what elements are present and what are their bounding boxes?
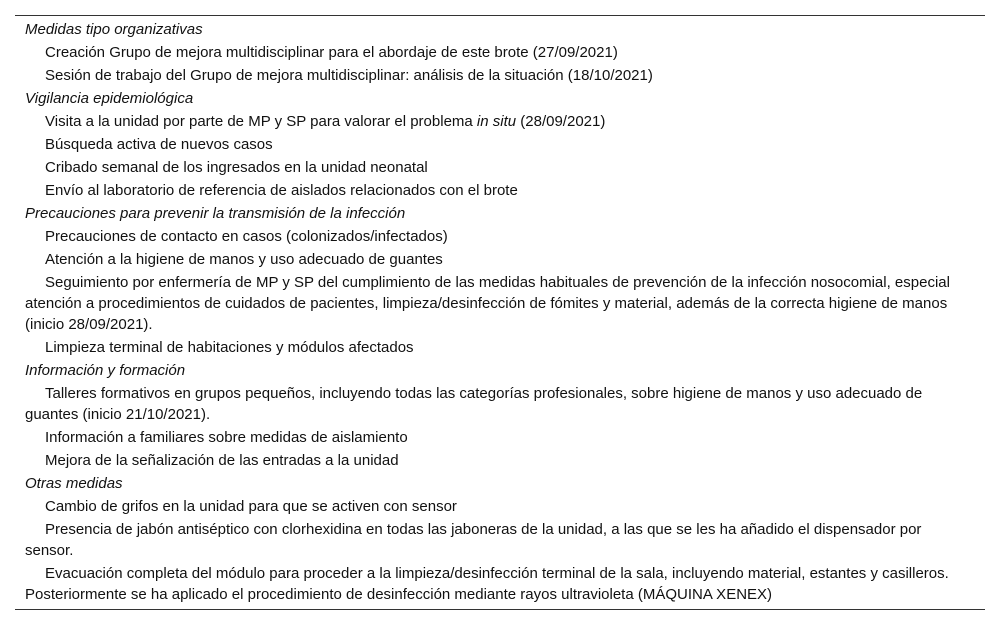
- list-item: Cribado semanal de los ingresados en la unidad neonatal: [45, 159, 428, 176]
- section-organizativas: [15, 18, 985, 87]
- list-item: Búsqueda activa de nuevos casos: [45, 136, 273, 153]
- item-text: (28/09/2021): [516, 113, 606, 130]
- list-item: Creación Grupo de mejora multidisciplinar para el abordaje de este brote (27/09/2021): [45, 44, 618, 61]
- list-item: Evacuación completa del módulo para proceder a la limpieza/desinfección terminal de la sala, incluyendo material, estantes y casilleros. Posteriormente se ha aplicado el procedimiento de desinfección mediante rayos ultravioleta (MÁQUINA XENEX): [25, 565, 949, 603]
- list-item: Talleres formativos en grupos pequeños, incluyendo todas las categorías profesionales, sobre higiene de manos y uso adecuado de guantes (inicio 21/10/2021).: [25, 385, 923, 423]
- section-otras: [15, 472, 985, 606]
- list-item: Limpieza terminal de habitaciones y módulos afectados: [45, 339, 414, 356]
- section-precauciones: [15, 202, 985, 359]
- list-item: Presencia de jabón antiséptico con clorhexidina en todas las jaboneras de la unidad, a las que se les ha añadido el dispensador por sensor.: [25, 521, 922, 559]
- section-title: Vigilancia epidemiológica: [25, 90, 194, 107]
- item-italic-text: in situ: [476, 113, 517, 130]
- list-item: Envío al laboratorio de referencia de aislados relacionados con el brote: [45, 182, 518, 199]
- section-title: Medidas tipo organizativas: [25, 21, 203, 38]
- item-text: Visita a la unidad por parte de MP y SP para valorar el problema: [45, 113, 477, 130]
- list-item: Atención a la higiene de manos y uso adecuado de guantes: [45, 251, 443, 268]
- section-title: Información y formación: [25, 362, 186, 379]
- measures-table: [15, 15, 985, 610]
- section-title: Otras medidas: [25, 475, 123, 492]
- list-item: Seguimiento por enfermería de MP y SP del cumplimiento de las medidas habituales de prevención de la infección nosocomial, especial atención a procedimientos de cuidados de pacientes, limpieza/desinfección de fómites y material, además de la correcta higiene de manos (inicio 28/09/2021).: [25, 274, 950, 333]
- list-item: Cambio de grifos en la unidad para que se activen con sensor: [45, 498, 457, 515]
- list-item: Información a familiares sobre medidas de aislamiento: [45, 429, 408, 446]
- list-item: [15, 110, 985, 133]
- section-informacion: [15, 359, 985, 472]
- section-vigilancia: [15, 87, 985, 202]
- list-item: Precauciones de contacto en casos (colonizados/infectados): [45, 228, 448, 245]
- list-item: Sesión de trabajo del Grupo de mejora multidisciplinar: análisis de la situación (18/10/2021): [45, 67, 653, 84]
- list-item: Mejora de la señalización de las entradas a la unidad: [45, 452, 399, 469]
- section-title: Precauciones para prevenir la transmisión de la infección: [25, 205, 406, 222]
